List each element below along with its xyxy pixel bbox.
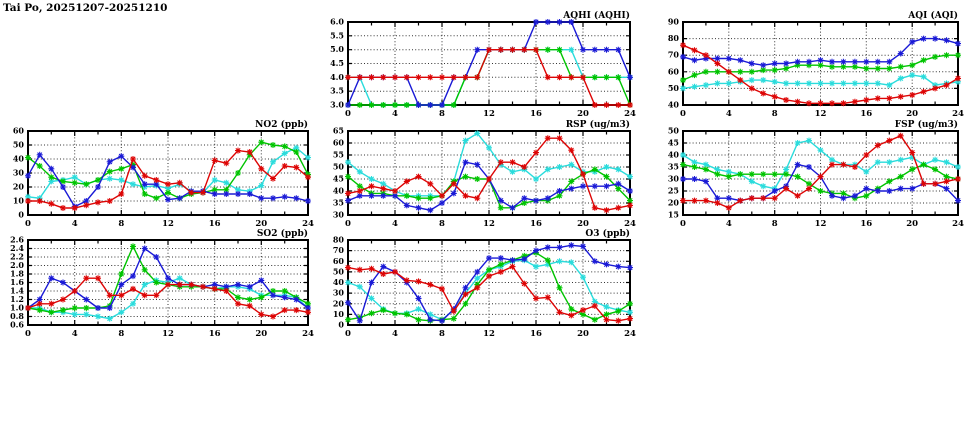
x-tick-label: 24 [624,109,636,119]
x-tick-label: 0 [680,109,686,119]
x-tick-label: 12 [483,109,495,119]
x-tick-label: 12 [814,219,827,229]
y-tick-label: 4.0 [330,71,344,82]
chart-title: SO2 (ppb) [256,229,308,239]
y-tick-label: 45 [332,173,344,184]
x-tick-label: 24 [952,219,964,229]
y-tick-label: 1.0 [10,302,24,313]
y-tick-label: 3.0 [330,99,344,110]
y-tick-label: 30 [12,167,24,178]
chart-svg-aqi [657,8,972,123]
y-tick-label: 40 [332,277,344,287]
y-tick-label: 3.5 [330,85,344,96]
y-tick-label: 1.6 [10,277,24,287]
x-tick-label: 0 [345,219,351,229]
y-tick-label: 40 [332,185,344,196]
x-tick-label: 24 [302,219,314,229]
x-tick-label: 0 [345,109,351,119]
chart-title: O3 (ppb) [585,229,630,239]
series-markers-red [680,42,961,106]
y-tick-label: 20 [332,298,344,309]
x-tick-label: 8 [439,219,445,229]
y-tick-label: 0.8 [10,311,24,321]
y-tick-label: 65 [332,125,344,136]
x-tick-label: 20 [577,219,589,229]
series-line-red [683,136,958,208]
y-tick-label: 50 [667,125,679,136]
chart-aqhi [322,8,644,123]
x-tick-label: 20 [906,219,919,229]
chart-rsp [322,117,644,233]
chart-svg-rsp [322,117,644,233]
x-tick-label: 24 [624,329,636,339]
chart-title: FSP (ug/m3) [894,120,958,130]
x-tick-label: 12 [483,329,495,339]
series-red [680,42,961,106]
chart-svg-o3 [322,226,644,343]
x-tick-label: 20 [577,329,589,339]
y-tick-label: 50 [332,266,344,277]
x-tick-label: 12 [814,109,827,119]
chart-no2 [2,117,322,233]
y-tick-label: 80 [667,33,679,44]
x-tick-label: 20 [906,109,919,119]
y-tick-label: 2.4 [10,243,24,253]
series-markers-cyan [680,138,961,192]
chart-svg-fsp [657,117,972,233]
x-tick-label: 0 [25,219,31,229]
y-tick-label: 10 [332,308,344,319]
x-tick-label: 16 [860,219,873,229]
x-tick-label: 20 [255,329,268,339]
x-tick-label: 16 [860,109,873,119]
x-tick-label: 20 [255,219,268,229]
y-tick-label: 35 [332,197,344,208]
chart-svg-no2 [2,117,322,233]
y-tick-label: 50 [332,161,344,172]
x-tick-label: 4 [392,109,398,119]
y-tick-label: 50 [667,82,679,93]
x-tick-label: 8 [118,219,125,229]
y-tick-label: 70 [667,49,679,60]
y-tick-label: 40 [12,153,24,164]
x-tick-label: 16 [208,219,221,229]
x-tick-label: 4 [71,329,78,339]
chart-title: AQI (AQI) [908,11,958,21]
x-tick-label: 0 [345,329,351,339]
y-tick-label: 6.0 [330,16,344,27]
y-tick-label: 55 [332,149,344,160]
x-tick-label: 8 [771,219,778,229]
y-tick-label: 70 [332,245,344,256]
chart-svg-aqhi [322,8,644,123]
x-tick-label: 16 [530,109,542,119]
series-line-red [683,45,958,103]
y-tick-label: 2.0 [10,260,24,270]
x-tick-label: 4 [392,219,398,229]
chart-title: NO2 (ppb) [255,120,308,130]
x-tick-label: 8 [439,109,445,119]
x-tick-label: 0 [25,329,31,339]
x-tick-label: 12 [162,329,174,339]
y-tick-label: 60 [12,125,24,136]
page-title: Tai Po, 20251207-20251210 [3,2,168,14]
y-tick-label: 1.8 [10,268,24,279]
y-tick-label: 5.0 [330,44,344,55]
x-tick-label: 16 [530,219,542,229]
y-tick-label: 0 [18,209,24,220]
y-tick-label: 0 [338,319,344,330]
y-tick-label: 25 [667,185,679,196]
y-tick-label: 4.5 [330,58,344,68]
y-tick-label: 60 [332,255,344,266]
chart-so2 [2,226,322,343]
y-tick-label: 2.2 [10,251,24,262]
x-tick-label: 8 [439,329,445,339]
x-tick-label: 4 [392,329,398,339]
chart-fsp [657,117,972,233]
y-tick-label: 40 [667,99,679,110]
y-tick-label: 1.4 [10,285,24,296]
chart-aqi [657,8,972,123]
x-tick-label: 4 [71,219,78,229]
y-tick-label: 10 [12,195,24,206]
y-tick-label: 15 [667,209,679,220]
y-tick-label: 20 [12,181,24,192]
y-tick-label: 80 [332,234,344,245]
x-tick-label: 16 [208,329,221,339]
y-tick-label: 45 [667,137,679,148]
x-tick-label: 0 [680,219,686,229]
y-tick-label: 90 [667,16,679,27]
y-tick-label: 30 [667,173,679,184]
x-tick-label: 4 [725,219,732,229]
x-tick-label: 16 [530,329,542,339]
x-tick-label: 12 [483,219,495,229]
x-tick-label: 20 [577,109,589,119]
x-tick-label: 24 [952,109,964,119]
y-tick-label: 2.6 [10,234,24,245]
y-tick-label: 35 [667,161,679,172]
series-cyan [680,138,961,192]
gridlines [348,22,630,105]
y-tick-label: 50 [12,139,24,150]
x-tick-label: 24 [624,219,636,229]
y-tick-label: 1.2 [10,294,24,304]
x-tick-label: 4 [725,109,732,119]
y-tick-label: 0.6 [10,319,24,330]
y-tick-label: 20 [667,197,679,208]
x-tick-label: 8 [771,109,778,119]
y-tick-label: 40 [667,149,679,160]
y-tick-label: 30 [332,287,344,298]
chart-o3 [322,226,644,343]
y-tick-label: 5.5 [330,30,344,41]
chart-title: AQHI (AQHI) [563,11,630,21]
x-tick-label: 8 [118,329,125,339]
x-tick-label: 24 [302,329,314,339]
y-tick-label: 60 [332,137,344,148]
gridlines [683,131,958,215]
x-tick-label: 12 [162,219,174,229]
y-tick-label: 30 [332,209,344,220]
chart-svg-so2 [2,226,322,343]
chart-title: RSP (ug/m3) [565,120,630,130]
y-tick-label: 60 [667,66,679,77]
